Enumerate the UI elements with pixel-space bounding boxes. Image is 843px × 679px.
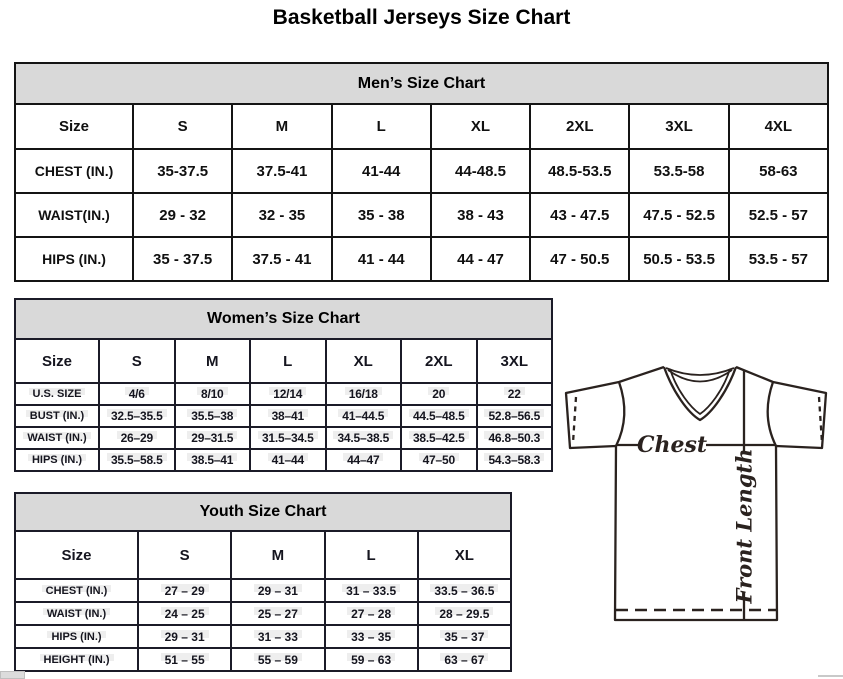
value-cell: 53.5 - 57 <box>729 237 828 281</box>
value-cell: 28 – 29.5 <box>418 602 511 625</box>
row-label-cell <box>15 602 138 625</box>
column-header-cell: M <box>175 339 251 383</box>
value-cell: 38.5–42.5 <box>401 427 477 449</box>
value-cell: 35-37.5 <box>133 149 232 193</box>
column-header-cell: L <box>325 531 418 579</box>
value-cell: 41 - 44 <box>332 237 431 281</box>
value-cell: 35.5–58.5 <box>99 449 175 471</box>
page-title: Basketball Jerseys Size Chart <box>272 6 571 29</box>
value-cell: 47 - 50.5 <box>530 237 629 281</box>
bottom-right-fragment <box>818 675 843 677</box>
value-cell: 32 - 35 <box>232 193 331 237</box>
column-header-cell: L <box>332 104 431 149</box>
row-label-cell: HIPS (IN.) <box>15 237 133 281</box>
row-label-cell: CHEST (IN.) <box>15 149 133 193</box>
value-cell: 44–47 <box>326 449 402 471</box>
value-cell: 22 <box>477 383 553 405</box>
column-header-cell: 4XL <box>729 104 828 149</box>
value-cell: 47–50 <box>401 449 477 471</box>
value-cell: 44 - 47 <box>431 237 530 281</box>
womens-table-caption: Women’s Size Chart <box>15 299 552 339</box>
value-cell: 53.5-58 <box>629 149 728 193</box>
value-cell: 16/18 <box>326 383 402 405</box>
value-cell: 58-63 <box>729 149 828 193</box>
value-cell: 35 - 37.5 <box>133 237 232 281</box>
value-cell: 27 – 28 <box>325 602 418 625</box>
value-cell: 52.5 - 57 <box>729 193 828 237</box>
row-label-cell <box>15 625 138 648</box>
value-cell: 31.5–34.5 <box>250 427 326 449</box>
table-row <box>15 405 552 427</box>
mens-size-chart-table <box>14 62 829 282</box>
row-label-cell <box>15 579 138 602</box>
column-header-cell: XL <box>431 104 530 149</box>
jersey-cuff-dashed-right <box>819 397 822 443</box>
value-cell: 44-48.5 <box>431 149 530 193</box>
column-header-cell: S <box>133 104 232 149</box>
jersey-outline <box>566 367 826 620</box>
value-cell: 41–44.5 <box>326 405 402 427</box>
value-cell: 37.5-41 <box>232 149 331 193</box>
jersey-armhole-seam-left <box>616 382 624 446</box>
jersey-measurement-diagram <box>557 358 841 630</box>
value-cell: 4/6 <box>99 383 175 405</box>
value-cell: 8/10 <box>175 383 251 405</box>
row-label-cell <box>15 405 99 427</box>
row-label: WAIST (IN.) <box>23 432 90 444</box>
value-cell: 12/14 <box>250 383 326 405</box>
value-cell: 46.8–50.3 <box>477 427 553 449</box>
row-label-cell <box>15 648 138 671</box>
column-header-cell: 3XL <box>477 339 553 383</box>
value-cell: 48.5-53.5 <box>530 149 629 193</box>
table-row <box>15 193 828 237</box>
table-row <box>15 149 828 193</box>
value-cell: 29 - 32 <box>133 193 232 237</box>
column-header-cell: S <box>99 339 175 383</box>
row-label: HEIGHT (IN.) <box>40 654 114 666</box>
row-label: HIPS (IN.) <box>28 454 86 466</box>
row-label: U.S. SIZE <box>29 388 86 400</box>
womens-size-chart-table <box>14 298 553 472</box>
column-header-cell: Size <box>15 531 138 579</box>
chest-label: Chest <box>636 432 708 458</box>
column-header-cell: M <box>231 531 324 579</box>
value-cell: 26–29 <box>99 427 175 449</box>
value-cell: 41-44 <box>332 149 431 193</box>
front-length-label: Front Length <box>731 448 757 604</box>
value-cell: 38 - 43 <box>431 193 530 237</box>
column-header-cell: M <box>232 104 331 149</box>
youth-table-caption: Youth Size Chart <box>15 493 511 531</box>
youth-size-chart-table <box>14 492 512 672</box>
row-label: BUST (IN.) <box>26 410 88 422</box>
table-row <box>15 648 511 671</box>
value-cell: 38–41 <box>250 405 326 427</box>
jersey-collar-back-arc-1 <box>666 368 734 375</box>
table-row <box>15 383 552 405</box>
column-header-cell: L <box>250 339 326 383</box>
value-cell: 51 – 55 <box>138 648 231 671</box>
value-cell: 55 – 59 <box>231 648 324 671</box>
table-row <box>15 449 552 471</box>
column-header-cell: XL <box>326 339 402 383</box>
value-cell: 38.5–41 <box>175 449 251 471</box>
column-header-cell: 2XL <box>401 339 477 383</box>
value-cell: 35 - 38 <box>332 193 431 237</box>
value-cell: 32.5–35.5 <box>99 405 175 427</box>
value-cell: 29–31.5 <box>175 427 251 449</box>
value-cell: 63 – 67 <box>418 648 511 671</box>
value-cell: 59 – 63 <box>325 648 418 671</box>
jersey-armhole-seam-right <box>768 382 776 446</box>
table-row <box>15 427 552 449</box>
column-header-cell: Size <box>15 339 99 383</box>
value-cell: 31 – 33.5 <box>325 579 418 602</box>
column-header-cell: 2XL <box>530 104 629 149</box>
bottom-left-fragment <box>0 671 25 679</box>
row-label-cell: WAIST(IN.) <box>15 193 133 237</box>
value-cell: 29 – 31 <box>138 625 231 648</box>
value-cell: 44.5–48.5 <box>401 405 477 427</box>
value-cell: 35 – 37 <box>418 625 511 648</box>
value-cell: 35.5–38 <box>175 405 251 427</box>
value-cell: 20 <box>401 383 477 405</box>
value-cell: 27 – 29 <box>138 579 231 602</box>
row-label: CHEST (IN.) <box>42 585 112 597</box>
row-label: HIPS (IN.) <box>47 631 105 643</box>
value-cell: 52.8–56.5 <box>477 405 553 427</box>
row-label-cell <box>15 449 99 471</box>
value-cell: 33 – 35 <box>325 625 418 648</box>
column-header-cell: Size <box>15 104 133 149</box>
value-cell: 24 – 25 <box>138 602 231 625</box>
row-label-cell <box>15 383 99 405</box>
value-cell: 43 - 47.5 <box>530 193 629 237</box>
value-cell: 37.5 - 41 <box>232 237 331 281</box>
value-cell: 31 – 33 <box>231 625 324 648</box>
value-cell: 54.3–58.3 <box>477 449 553 471</box>
table-row <box>15 602 511 625</box>
table-row <box>15 579 511 602</box>
value-cell: 41–44 <box>250 449 326 471</box>
table-row <box>15 625 511 648</box>
column-header-cell: 3XL <box>629 104 728 149</box>
table-row <box>15 237 828 281</box>
value-cell: 25 – 27 <box>231 602 324 625</box>
value-cell: 47.5 - 52.5 <box>629 193 728 237</box>
column-header-cell: S <box>138 531 231 579</box>
value-cell: 34.5–38.5 <box>326 427 402 449</box>
row-label: WAIST (IN.) <box>43 608 110 620</box>
value-cell: 29 – 31 <box>231 579 324 602</box>
column-header-cell: XL <box>418 531 511 579</box>
jersey-cuff-dashed-left <box>573 397 576 443</box>
value-cell: 33.5 – 36.5 <box>418 579 511 602</box>
mens-table-caption: Men’s Size Chart <box>15 63 828 104</box>
value-cell: 50.5 - 53.5 <box>629 237 728 281</box>
row-label-cell <box>15 427 99 449</box>
